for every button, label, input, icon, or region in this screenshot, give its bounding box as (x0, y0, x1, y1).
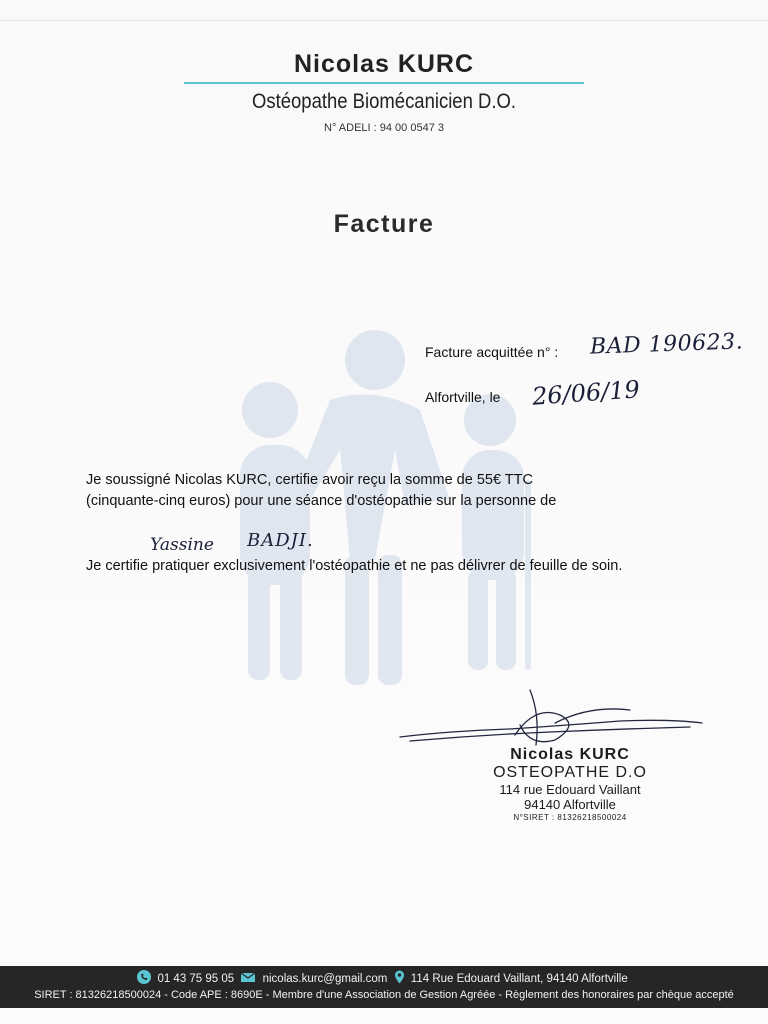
location-pin-icon (394, 970, 405, 987)
date-handwritten: 26/06/19 (531, 375, 641, 411)
footer-address: 114 Rue Edouard Vaillant, 94140 Alfortville (410, 972, 628, 985)
invoice-number-handwritten: BAD 190623. (589, 329, 744, 360)
footer-email: nicolas.kurc@gmail.com (262, 972, 388, 985)
envelope-icon (240, 971, 256, 986)
certification-text (86, 470, 726, 512)
patient-first-name: Yassine (150, 535, 214, 555)
stamp-title: OSTEOPATHE D.O (493, 764, 647, 781)
footer-contact (0, 970, 768, 987)
watermark-family-illustration (200, 300, 560, 740)
certification-line-3: Je certifie pratiquer exclusivement l'ostéopathie et ne pas délivrer de feuille de soin. (86, 558, 623, 574)
practitioner-title: Ostéopathe Biomécanicien D.O. (252, 90, 517, 113)
handwritten-signature (390, 685, 710, 755)
stamp-name: Nicolas KURC (510, 746, 630, 763)
certification-line-1: Je soussigné Nicolas KURC, certifie avoir reçu la somme de 55€ TTC (86, 472, 533, 488)
document-title: Facture (333, 210, 435, 238)
letterhead (0, 50, 768, 134)
footer-phone: 01 43 75 95 05 (157, 972, 235, 985)
patient-last-name: BADJI. (247, 530, 314, 551)
place-label: Alfortville, le (425, 389, 501, 405)
footer-bar (0, 966, 768, 1008)
certification-line-2: (cinquante-cinq euros) pour une séance d'ostéopathie sur la personne de (86, 493, 557, 509)
practitioner-name: Nicolas KURC (293, 50, 475, 78)
practitioner-stamp (470, 746, 670, 822)
stamp-city: 94140 Alfortville (524, 797, 616, 812)
phone-icon (137, 970, 151, 987)
invoice-number-label: Facture acquittée n° : (425, 344, 559, 360)
footer-legal: SIRET : 81326218500024 - Code APE : 8690E - Membre d'une Association de Gestion Agréée - Règlement des honoraires par chèque accepté (34, 989, 734, 1001)
letterhead-rule (184, 82, 584, 84)
stamp-siret: N°SIRET : 81326218500024 (513, 813, 627, 822)
stamp-address: 114 rue Edouard Vaillant (499, 782, 641, 797)
adeli-number: N° ADELI : 94 00 0547 3 (324, 122, 444, 134)
scan-edge (0, 20, 768, 21)
